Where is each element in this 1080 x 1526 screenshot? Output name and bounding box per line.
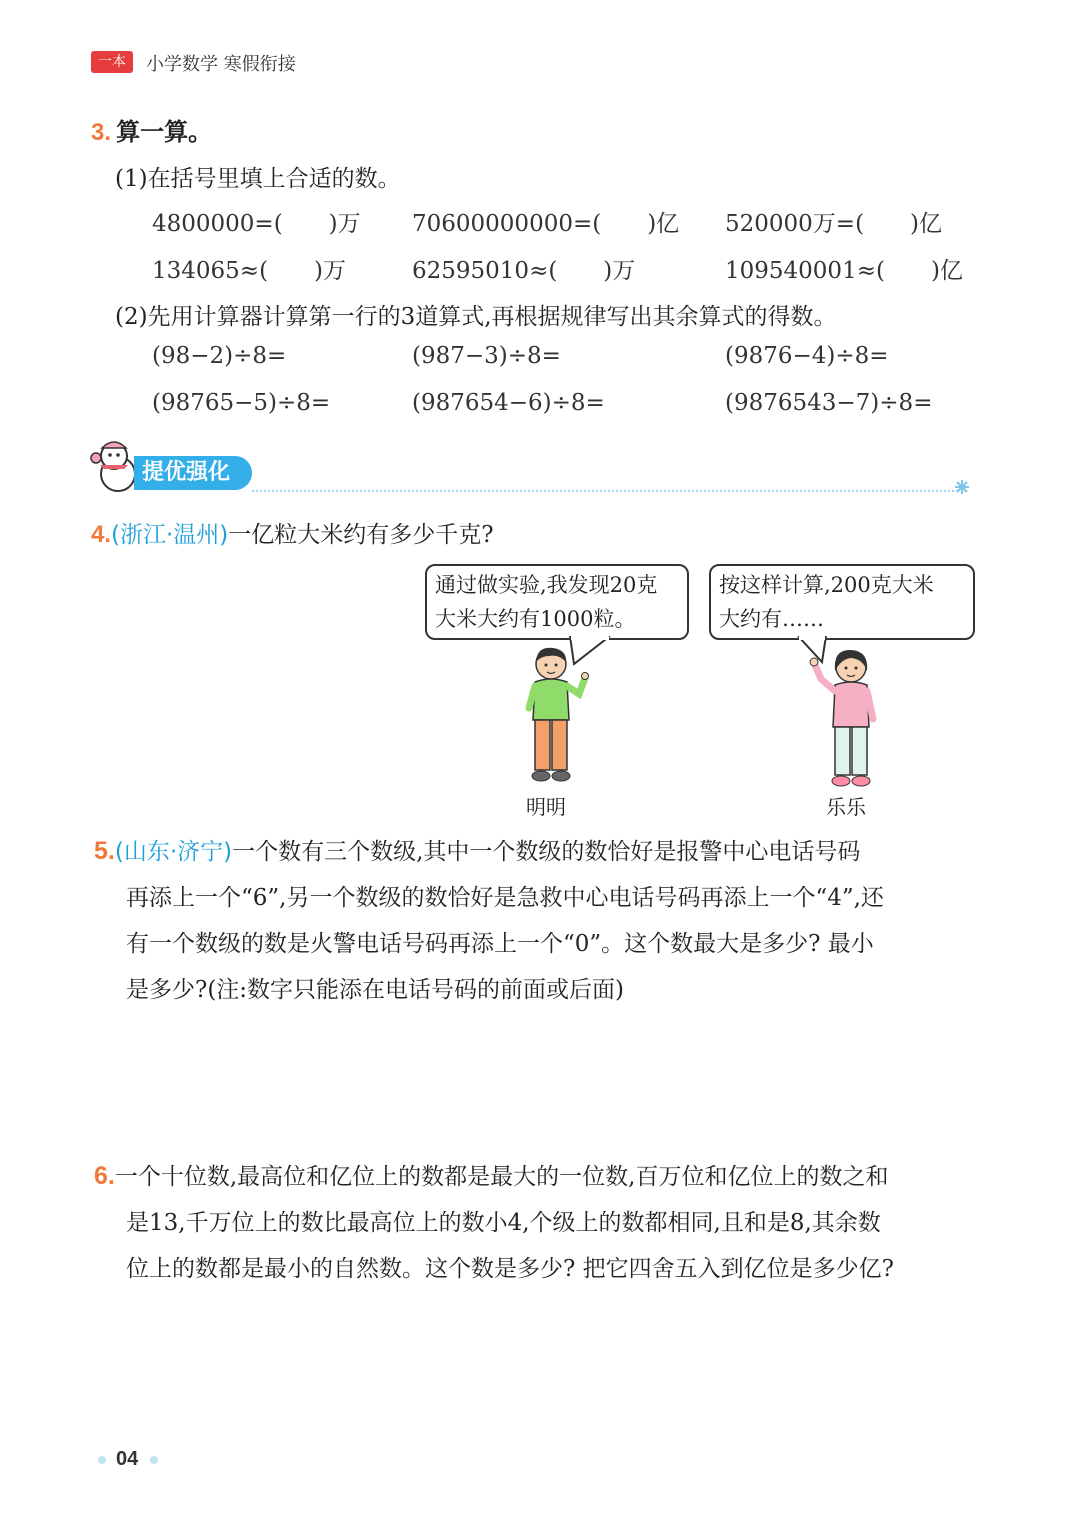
- section-divider: [252, 490, 958, 492]
- speech-bubble-left: [425, 564, 689, 640]
- q3-number: 3.: [91, 119, 112, 146]
- q4-source: (浙江·温州): [111, 522, 229, 548]
- q6-text-line1: 一个十位数,最高位和亿位上的数都是最大的一位数,百万位和亿位上的数之和: [114, 1164, 889, 1190]
- q3-part1-label: (1)在括号里填上合适的数。: [115, 166, 401, 192]
- q3-p1-r2-c3: 109540001≈( )亿: [725, 258, 963, 284]
- q3-p2-r1-c1: (98−2)÷8=: [152, 343, 287, 369]
- q6-line3: 位上的数都是最小的自然数。这个数是多少? 把它四舍五入到亿位是多少亿?: [126, 1256, 894, 1282]
- page-number: 04: [116, 1448, 139, 1470]
- q3-p1-r2-c2: 62595010≈( )万: [412, 258, 636, 284]
- book-title: 小学数学 寒假衔接: [146, 54, 296, 75]
- q3-p2-r1-c3: (9876−4)÷8=: [725, 343, 889, 369]
- name-mingming: 明明: [526, 795, 566, 819]
- footer-dot-right: [150, 1456, 158, 1464]
- footer-dot-left: [98, 1456, 106, 1464]
- boy-mingming-illustration: [515, 642, 595, 792]
- q3-p2-r2-c3: (9876543−7)÷8=: [725, 390, 933, 416]
- q3-heading: [91, 112, 212, 147]
- q5-source: (山东·济宁): [114, 839, 233, 865]
- q6-line1: [94, 1153, 984, 1200]
- q3-p2-r2-c1: (98765−5)÷8=: [152, 390, 331, 416]
- q3-p1-r1-c3: 520000万=( )亿: [725, 211, 943, 237]
- q5-number: 5.: [94, 837, 115, 865]
- q3-p2-r2-c2: (987654−6)÷8=: [412, 390, 605, 416]
- q6-number: 6.: [94, 1162, 115, 1190]
- q3-title: 算一算。: [116, 118, 213, 146]
- q5-text-line1: 一个数有三个数级,其中一个数级的数恰好是报警中心电话号码: [232, 839, 861, 865]
- name-lele: 乐乐: [826, 795, 866, 819]
- q4-heading: [91, 516, 494, 549]
- q6-line2: 是13,千万位上的数比最高位上的数小4,个级上的数都相同,且和是8,其余数: [126, 1210, 881, 1236]
- q5-line1: [94, 828, 984, 875]
- speech-bubble-right: [709, 564, 975, 640]
- q5-block: [94, 828, 984, 1013]
- q4-text: 一亿粒大米约有多少千克?: [228, 522, 494, 548]
- bubble-right-line1: 按这样计算,200克大米: [719, 573, 934, 597]
- section-banner: 提优强化: [134, 456, 252, 490]
- q4-number: 4.: [91, 521, 112, 548]
- q5-line3: 有一个数级的数是火警电话号码再添上一个“0”。这个数最大是多少? 最小: [126, 931, 874, 957]
- brand-badge: 一本: [91, 51, 133, 73]
- q3-p1-r1-c2: 70600000000=( )亿: [412, 211, 680, 237]
- girl-lele-illustration: [805, 645, 885, 793]
- bubble-left-line2: 大米大约有1000粒。: [435, 607, 636, 631]
- q5-line2: 再添上一个“6”,另一个数级的数恰好是急救中心电话号码再添上一个“4”,还: [126, 885, 884, 911]
- q6-block: [94, 1153, 984, 1292]
- q3-part2-label: (2)先用计算器计算第一行的3道算式,再根据规律写出其余算式的得数。: [115, 304, 837, 330]
- q3-p1-r2-c1: 134065≈( )万: [152, 258, 347, 284]
- bubble-right-line2: 大约有……: [719, 607, 824, 631]
- q3-p2-r1-c2: (987−3)÷8=: [412, 343, 561, 369]
- snowflake-icon: [954, 479, 970, 495]
- bubble-left-line1: 通过做实验,我发现20克: [435, 573, 658, 597]
- q3-p1-r1-c1: 4800000=( )万: [152, 211, 361, 237]
- q5-line4: 是多少?(注:数字只能添在电话号码的前面或后面): [126, 977, 625, 1003]
